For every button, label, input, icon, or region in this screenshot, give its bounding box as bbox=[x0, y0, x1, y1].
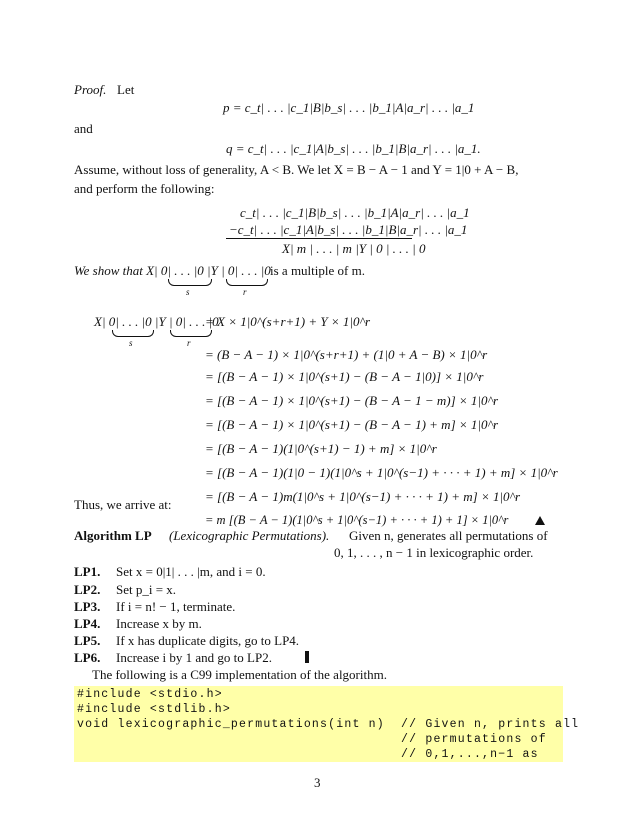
code-line-5: // 0,1,...,n−1 as bbox=[77, 748, 539, 761]
code-line-2: #include <stdlib.h> bbox=[77, 703, 231, 716]
assume-line-2: and perform the following: bbox=[74, 181, 215, 196]
show-statement-end: is a multiple of m. bbox=[270, 263, 365, 278]
step-text-lp3: If i = n! − 1, terminate. bbox=[116, 599, 236, 614]
underbrace-s-derivation bbox=[112, 330, 154, 337]
step-label-lp4: LP4. bbox=[74, 616, 101, 631]
step-label-lp2: LP2. bbox=[74, 582, 101, 597]
derivation-line-9: = m [(B − A − 1)(1|0^s + 1|0^(s−1) + · · · + 1) + 1] × 1|0^r bbox=[205, 513, 509, 527]
step-text-lp4: Increase x by m. bbox=[116, 616, 202, 631]
end-of-algorithm-mark-icon bbox=[305, 651, 309, 663]
c99-intro: The following is a C99 implementation of the algorithm. bbox=[92, 667, 387, 682]
derivation-line-3: = [(B − A − 1) × 1|0^(s+1) − (B − A − 1|0)] × 1|0^r bbox=[205, 369, 484, 384]
proof-let: Let bbox=[117, 82, 135, 97]
derivation-line-5: = [(B − A − 1) × 1|0^(s+1) − (B − A − 1) + m] × 1|0^r bbox=[205, 417, 499, 432]
derivation-line-4: = [(B − A − 1) × 1|0^(s+1) − (B − A − 1 − m)] × 1|0^r bbox=[205, 393, 499, 408]
underbrace-r bbox=[226, 279, 268, 286]
subtraction-rule bbox=[226, 238, 412, 239]
subtraction-row-2: −c_t| . . . |c_1|A|b_s| . . . |b_1|B|a_r| . . . |a_1 bbox=[229, 222, 468, 237]
underbrace-s bbox=[168, 279, 212, 286]
derivation-line-7: = [(B − A − 1)(1|0 − 1)(1|0^s + 1|0^(s−1) + · · · + 1) + m] × 1|0^r bbox=[205, 465, 558, 480]
algorithm-name: Algorithm LP bbox=[74, 528, 152, 543]
assume-line-1: Assume, without loss of generality, A < B. We let X = B − A − 1 and Y = 1|0 + A − B, bbox=[74, 162, 519, 177]
code-line-1: #include <stdio.h> bbox=[77, 688, 223, 701]
step-label-lp1: LP1. bbox=[74, 564, 101, 579]
step-text-lp1: Set x = 0|1| . . . |m, and i = 0. bbox=[116, 564, 266, 579]
step-text-lp5: If x has duplicate digits, go to LP4. bbox=[116, 633, 300, 648]
algorithm-title: (Lexicographic Permutations). bbox=[169, 528, 330, 543]
thus-text: Thus, we arrive at: bbox=[74, 497, 172, 512]
underbrace-s-derivation-label: s bbox=[129, 338, 133, 348]
underbrace-r-derivation-label: r bbox=[187, 338, 191, 348]
derivation-lhs: X| 0| . . . |0 |Y | 0| . . . |0 bbox=[94, 314, 219, 329]
equation-p: p = c_t| . . . |c_1|B|b_s| . . . |b_1|A|a_r| . . . |a_1 bbox=[223, 100, 475, 115]
algorithm-desc-2: 0, 1, . . . , n − 1 in lexicographic order. bbox=[334, 545, 534, 560]
proof-label: Proof. bbox=[74, 82, 107, 97]
derivation-line-2: = (B − A − 1) × 1|0^(s+r+1) + (1|0 + A − B) × 1|0^r bbox=[205, 347, 488, 362]
underbrace-s-label: s bbox=[186, 287, 190, 297]
equation-q: q = c_t| . . . |c_1|A|b_s| . . . |b_1|B|a_r| . . . |a_1. bbox=[226, 141, 481, 156]
algorithm-desc-1: Given n, generates all permutations of bbox=[349, 528, 548, 543]
step-label-lp5: LP5. bbox=[74, 633, 101, 648]
code-block bbox=[74, 686, 580, 762]
derivation-line-1: = X × 1|0^(s+r+1) + Y × 1|0^r bbox=[205, 314, 371, 329]
step-text-lp6: Increase i by 1 and go to LP2. bbox=[116, 650, 272, 665]
underbrace-r-derivation bbox=[170, 330, 212, 337]
qed-triangle-icon bbox=[535, 516, 545, 525]
code-line-4: // permutations of bbox=[77, 733, 547, 746]
step-label-lp3: LP3. bbox=[74, 599, 101, 614]
page-number: 3 bbox=[314, 775, 321, 790]
step-label-lp6: LP6. bbox=[74, 650, 101, 665]
underbrace-r-label: r bbox=[243, 287, 247, 297]
step-text-lp2: Set p_i = x. bbox=[116, 582, 177, 597]
subtraction-row-3: X| m | . . . | m |Y | 0 | . . . | 0 bbox=[282, 241, 426, 256]
subtraction-row-1: c_t| . . . |c_1|B|b_s| . . . |b_1|A|a_r| . . . |a_1 bbox=[240, 205, 470, 220]
text-and: and bbox=[74, 121, 93, 136]
derivation-line-8: = [(B − A − 1)m(1|0^s + 1|0^(s−1) + · · · + 1) + m] × 1|0^r bbox=[205, 489, 521, 504]
derivation-line-6: = [(B − A − 1)(1|0^(s+1) − 1) + m] × 1|0^r bbox=[205, 441, 437, 456]
code-line-3: void lexicographic_permutations(int n) // Given n, prints all bbox=[77, 718, 580, 731]
show-statement: We show that X| 0| . . . |0 |Y | 0| . . . |0 bbox=[74, 263, 271, 278]
